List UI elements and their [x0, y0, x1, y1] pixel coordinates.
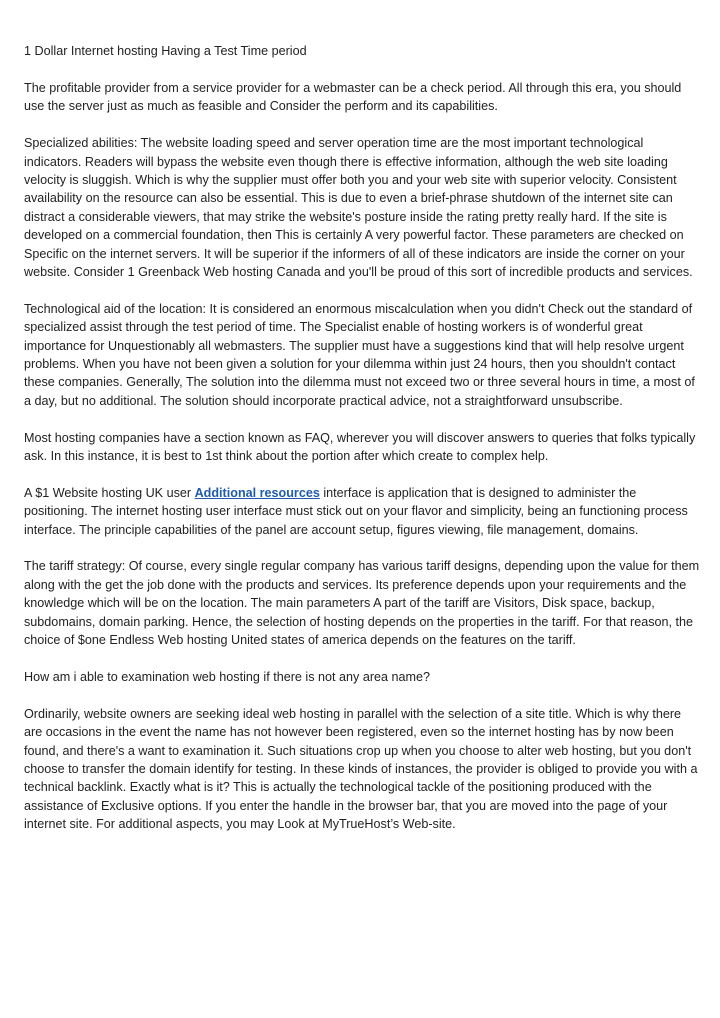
paragraph-domain-testing: Ordinarily, website owners are seeking ideal web hosting in parallel with the selection of a site title. Which is why there are occasions in the event the name has not however been registered, even so the internet hosting has by now been found, and there's a want to examination it. Such situations crop up when you choose to alter web hosting, but you don't choose to transfer the domain identify for testing. In these kinds of instances, the provider is obliged to provide you with a technical backlink. Exactly what is it? This is actually the technological tackle of the positioning produced with the assistance of Exclusive options. If you enter the handle in the browser bar, that you are moved into the page of your internet site. For additional aspects, you may Look at MyTrueHost’s Web-site.	[24, 706, 698, 832]
paragraph-test-period: The profitable provider from a service provider for a webmaster can be a check period. All through this era, you should use the server just as much as feasible and Consider the perform and its capabilities.	[24, 81, 682, 114]
paragraph-user-interface	[24, 484, 700, 539]
paragraph-technological-aid: Technological aid of the location: It is considered an enormous miscalculation when you didn't Check out the standard of specialized assist through the test period of time. The Specialist enable of hosting workers is of wonderful great importance for Unquestionably all webmasters. The supplier must have a suggestions kind that will help resolve urgent problems. When you have not been given a solution for your dilemma within just 24 hours, then you shouldn't contact these companies. Generally, The solution into the dilemma must not exceed two or three several hours in time, a most of a day, but no additional. The solution should incorporate practical advice, not a straightforward unsubscribe.	[24, 301, 695, 408]
paragraph-faq: Most hosting companies have a section known as FAQ, wherever you will discover answers to queries that folks typically ask. In this instance, it is best to 1st think about the portion after which create to complex help.	[24, 430, 696, 464]
paragraph-specialized-abilities: Specialized abilities: The website loading speed and server operation time are the most important technological indicators. Readers will bypass the website even though there is effective information, although the web site loading velocity is sluggish. Which is why the supplier must offer both you and your web site with superior velocity. Consistent availability on the resource can also be essential. This is due to even a brief-phrase shutdown of the internet site can distract a considerable viewers, that may strike the website's posture inside the rating pretty really hard. If the site is developed on a commercial foundation, then This is certainly A very powerful factor. These parameters are checked on Specific on the internet servers. It will be superior if the informers of all of these indicators are inside the corner on your website. Consider 1 Greenback Web hosting Canada and you'll be proud of this sort of incredible products and services.	[24, 136, 693, 280]
document-title: 1 Dollar Internet hosting Having a Test Time period	[24, 44, 307, 58]
paragraph-tariff-strategy: The tariff strategy: Of course, every single regular company has various tariff designs, depending upon the value for them along with the get the job done with the products and services. Its preference depends upon your requirements and the knowledge which will be on the location. The main parameters A part of the tariff are Visitors, Disk space, backup, subdomains, domain parking. Hence, the selection of hosting depends on the properties in the tariff. For that reason, the choice of $one Endless Web hosting United states of america depends on the features on the tariff.	[24, 559, 700, 648]
paragraph-user-interface-lead: A $1 Website hosting UK user	[24, 485, 195, 500]
paragraph-user-interface-rest: interface is application that is designed to administer the positioning. The internet hosting user interface must stick out on your flavor and simplicity, being an functioning process interface. The principle capabilities of the panel are account setup, figures viewing, file management, domains.	[24, 485, 688, 537]
additional-resources-link[interactable]: Additional resources	[194, 485, 320, 500]
document-body	[24, 42, 700, 852]
paragraph-question-heading: How am i able to examination web hosting if there is not any area name?	[24, 669, 431, 684]
